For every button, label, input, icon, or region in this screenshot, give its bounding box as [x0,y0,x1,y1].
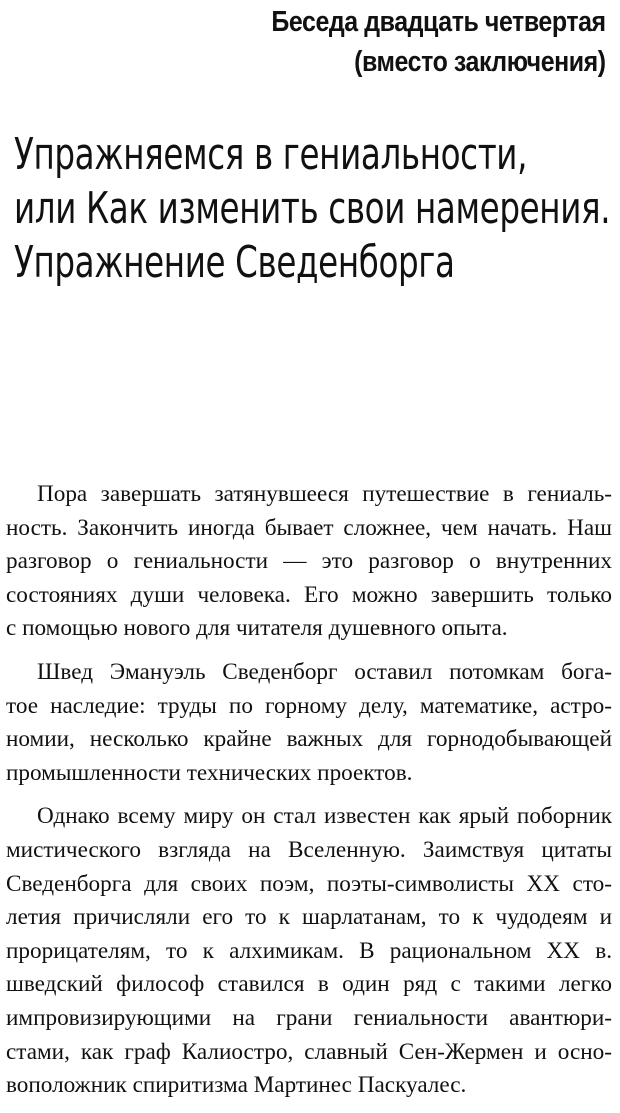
text-line: Однако всему миру он стал известен как ярый поборник [37,803,612,830]
paragraph [6,800,612,1102]
text-line: промышленности технических проектов. [6,759,413,786]
text-line: Пора завершать затянувшееся путешествие в гениаль- [37,481,612,507]
text-line: летия причисляли его то к шарлатанам, то к чудодеям и [6,904,612,931]
text-line: воположник спиритизма Мартинес Паскуалес. [6,1072,467,1099]
chapter-title [14,128,610,290]
chapter-header [272,2,606,82]
text-line: стами, как граф Калиостро, славный Сен-Жермен и осно- [6,1038,612,1065]
chapter-title-line-1: Упражняемся в гениальности, [14,129,528,180]
text-line: шведский философ ставился в один ряд с такими легко [6,971,612,998]
chapter-header-line-1: Беседа двадцать четвертая [271,6,606,38]
text-line: разговор о гениальности — это разговор о внутренних [6,548,612,575]
text-line: импровизирующими на грани гениальности авантюри- [6,1004,612,1031]
text-line: с помощью нового для читателя душевного опыта. [6,615,508,642]
text-line: состояниях души человека. Его можно завершить только [6,581,612,608]
text-line: номии, несколько крайне важных для горнодобывающей [6,726,612,753]
text-line: мистического взгляда на Вселенную. Заимствуя цитаты [6,836,612,863]
chapter-header-line-2: (вместо заключения) [354,46,606,78]
text-line: Сведенборга для своих поэм, поэты-символисты XX сто- [6,870,612,897]
chapter-title-line-2: или Как изменить свои намерения. [14,183,611,234]
body-text [6,478,612,1113]
text-line: прорицателям, то к алхимикам. В рациональном XX в. [6,937,612,964]
paragraph [6,478,612,646]
text-line: ность. Закончить иногда бывает сложнее, чем начать. Наш [6,514,612,541]
paragraph [6,656,612,790]
text-line: тое наследие: труды по горному делу, математике, астро- [6,692,612,719]
text-line: Швед Эмануэль Сведенборг оставил потомкам бога- [37,658,612,685]
chapter-title-line-3: Упражнение Сведенборга [14,237,455,288]
